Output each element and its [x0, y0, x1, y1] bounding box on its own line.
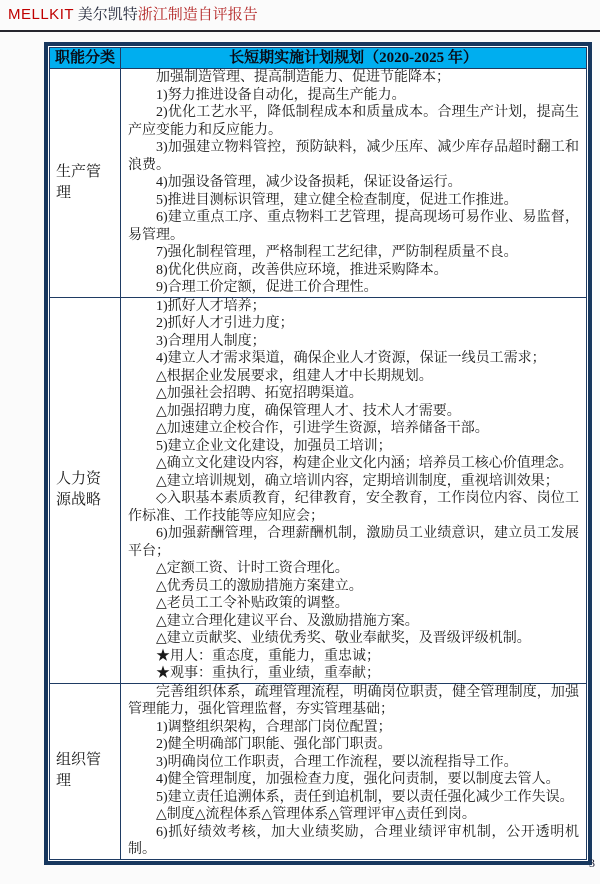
plan-item: 7)强化制程管理，严格制程工艺纪律，严防制程质量不良。: [156, 245, 518, 260]
brand-zh-text: 美尔凯特: [74, 7, 138, 23]
plan-item: 5)建立责任追溯体系，责任到追机制，要以责任强化减少工作失误。: [156, 789, 574, 805]
plan-item: 9)合理工价定额，促进工价合理性。: [156, 280, 378, 295]
plan-table-frame: [44, 42, 592, 865]
plan-table: [49, 47, 587, 860]
doc-header: [0, 0, 600, 28]
plan-item: ★观事：重执行，重业绩，重奉献；: [156, 666, 380, 681]
plan-item: 2)健全明确部门职能、强化部门职责。: [156, 737, 392, 752]
plan-item: △加速建立企校合作，引进学生资源，培养储备干部。: [156, 421, 489, 436]
plan-item: △建立合理化建议平台、及激励措施方案。: [156, 613, 419, 629]
plan-item: 4)健全管理制度，加强检查力度，强化问责制，要以制度去管人。: [156, 772, 560, 787]
category-cell: 组织管理: [50, 683, 121, 859]
plan-item: 完善组织体系，疏理管理流程，明确岗位职责，健全管理制度，加强管理能力，强化管理监督，夯实管理基础；: [128, 684, 579, 717]
plan-item: 8)优化供应商，改善供应环境，推进采购降本。: [156, 262, 448, 278]
plan-item: 1)调整组织架构，合理部门岗位配置；: [156, 719, 392, 735]
plan-cell: [121, 683, 587, 859]
plan-cell: [121, 297, 587, 683]
header-rule: [0, 30, 600, 32]
table-row: [50, 297, 587, 683]
category-cell: 人力资源战略: [50, 297, 121, 683]
table-row: [50, 683, 587, 859]
plan-item: 6)抓好绩效考核，加大业绩奖励，合理业绩评审机制，公开透明机制。: [128, 824, 579, 857]
plan-item: △建立培训规划，确立培训内容，定期培训制度，重视培训效果；: [156, 473, 559, 489]
plan-item: △确立文化建设内容，构建企业文化内涵；培养员工核心价值理念。: [156, 456, 573, 471]
plan-item: ★用人：重态度，重能力，重忠诚；: [156, 648, 380, 664]
table-header-row: [50, 48, 587, 69]
plan-cell: [121, 69, 587, 298]
plan-item: 1)抓好人才培养；: [156, 298, 266, 314]
plan-item: 3)合理用人制度；: [156, 333, 266, 349]
plan-item: 3)加强建立物料管控，预防缺料，减少压库、减少库存品超时翻工和浪费。: [128, 140, 579, 173]
page-number: 3: [589, 856, 595, 870]
plan-item: 4)建立人才需求渠道，确保企业人才资源，保证一线员工需求；: [156, 351, 546, 366]
plan-item: 5)建立企业文化建设，加强员工培训；: [156, 438, 392, 454]
plan-item: 3)明确岗位工作职责，合理工作流程，要以流程指导工作。: [156, 754, 518, 770]
category-header-cell: 职能分类: [50, 48, 121, 69]
plan-item: △建立贡献奖、业绩优秀奖、敬业奉献奖，及晋级评级机制。: [156, 631, 531, 646]
plan-item: △老员工工令补贴政策的调整。: [156, 596, 349, 611]
plan-header-cell: 长短期实施计划规划（2020-2025 年）: [121, 48, 587, 69]
plan-item: △加强招聘力度，确保管理人才、技术人才需要。: [156, 403, 461, 419]
plan-item: △制度△流程体系△管理体系△管理评审△责任到岗。: [156, 807, 476, 822]
plan-item: 6)加强薪酬管理，合理薪酬机制，激励员工业绩意识，建立员工发展平台；: [128, 526, 579, 559]
doc-title-text: 浙江制造自评报告: [137, 7, 258, 23]
plan-item: 6)建立重点工序、重点物料工艺管理，提高现场可易作业、易监督，易管理。: [128, 210, 579, 243]
plan-item: △定额工资、计时工资合理化。: [156, 561, 349, 576]
plan-item: 2)抓好人才引进力度；: [156, 316, 294, 331]
plan-item: 加强制造管理、提高制造能力、促进节能降本；: [156, 70, 450, 85]
plan-item: 5)推进目测标识管理，建立健全检查制度，促进工作推进。: [156, 192, 518, 208]
plan-item: 4)加强设备管理，减少设备损耗，保证设备运行。: [156, 175, 462, 190]
category-cell: 生产管理: [50, 69, 121, 298]
plan-item: 2)优化工艺水平，降低制程成本和质量成本。合理生产计划，提高生产应变能力和反应能力。: [128, 105, 579, 138]
plan-item: △优秀员工的激励措施方案建立。: [156, 578, 363, 594]
brand-text: MELLKIT: [8, 6, 75, 23]
plan-item: △根据企业发展要求，组建人才中长期规划。: [156, 368, 433, 384]
plan-item: 1)努力推进设备自动化，提高生产能力。: [156, 87, 406, 103]
table-row: [50, 69, 587, 298]
plan-item: ◇入职基本素质教育，纪律教育，安全教育，工作岗位内容、岗位工作标准、工作技能等应知应会；: [128, 491, 579, 524]
plan-item: △加强社会招聘、拓宽招聘渠道。: [156, 386, 363, 401]
